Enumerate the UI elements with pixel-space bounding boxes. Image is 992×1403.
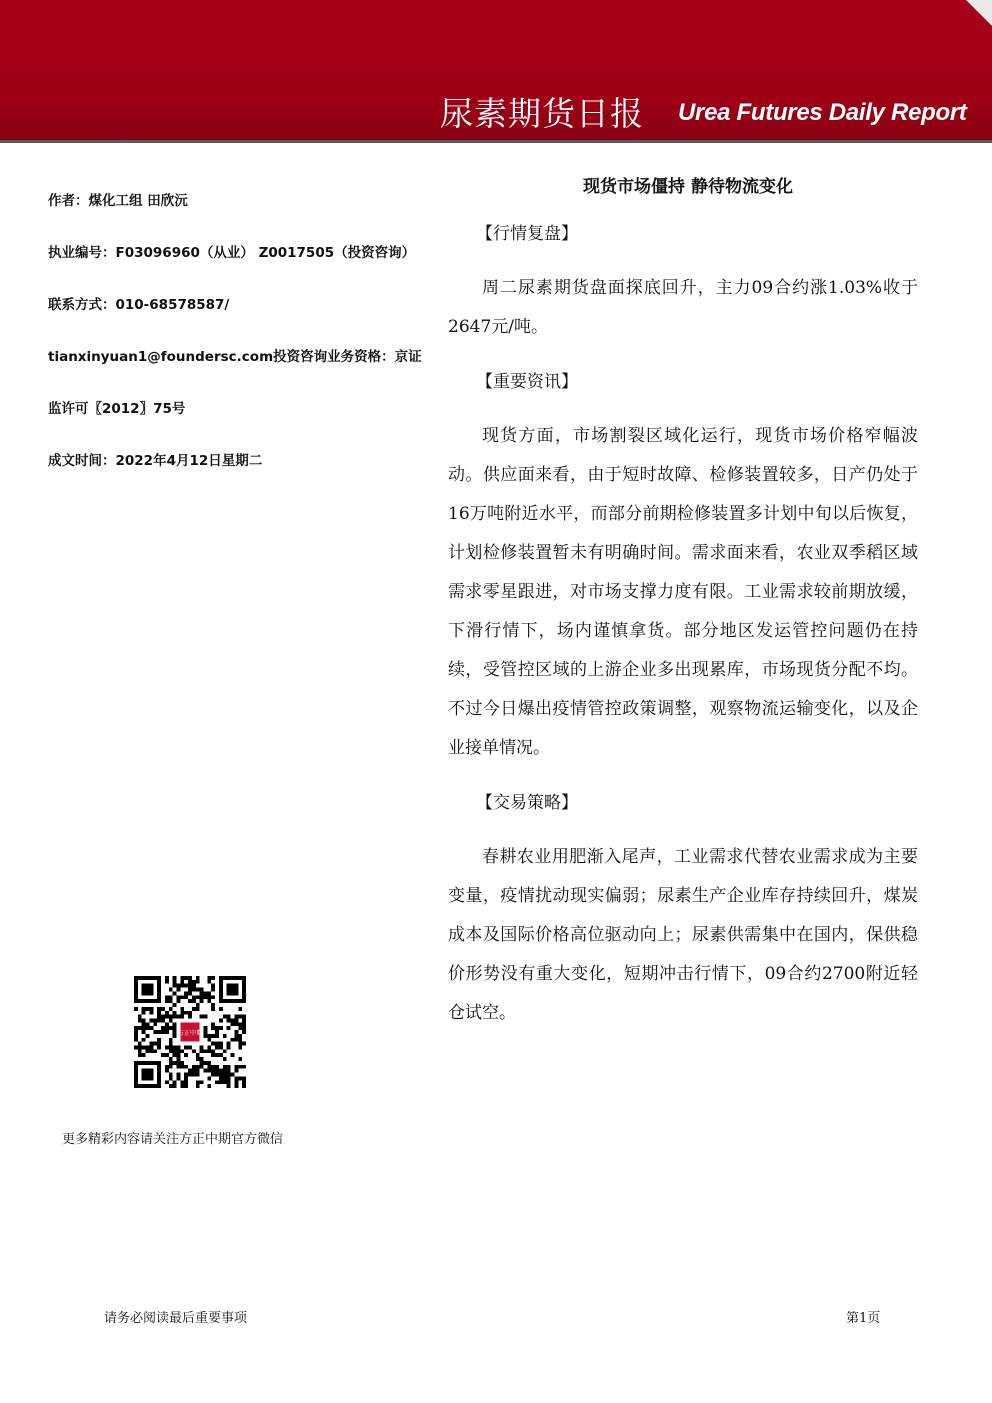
page-fold-corner [966,0,992,26]
news-paragraph: 现货方面，市场割裂区域化运行，现货市场价格窄幅波动。供应面来看，由于短时故障、检修装置较多，日产仍处于16万吨附近水平，而部分前期检修装置多计划中旬以后恢复，计划检修装置暂未有明确时间。需求面来看，农业双季稻区域需求零星跟进，对市场支撑力度有限。工业需求较前期放缓，下滑行情下，场内谨慎拿货。部分地区发运管控问题仍在持续，受管控区域的上游企业多出现累库，市场现货分配不均。不过今日爆出疫情管控政策调整，观察物流运输变化，以及企业接单情况。 [448,426,918,758]
contact-line: 联系方式：010-68578587/ [48,297,230,313]
report-title-en: Urea Futures Daily Report [678,99,967,126]
email-qualification-line: tianxinyuan1@foundersc.com投资咨询业务资格：京证 [48,349,422,365]
article-body [448,172,918,1053]
report-header-banner [0,0,992,140]
author-line: 作者：煤化工组 田欣沅 [48,193,188,209]
section-heading-news: 【重要资讯】 [476,372,578,392]
header-divider [0,140,992,143]
footer-disclaimer: 请务必阅读最后重要事项 [104,1311,248,1326]
section-heading-market-review: 【行情复盘】 [476,224,578,244]
report-title-cn: 尿素期货日报 [440,94,644,133]
article-headline: 现货市场僵持 静待物流变化 [583,177,793,197]
strategy-paragraph: 春耕农业用肥渐入尾声，工业需求代替农业需求成为主要变量，疫情扰动现实偏弱；尿素生产企业库存持续回升，煤炭成本及国际价格高位驱动向上；尿素供需集中在国内，保供稳价形势没有重大变化，短期冲击行情下，09合约2700附近轻仓试空。 [448,847,918,1023]
date-line: 成文时间：2022年4月12日星期二 [48,453,263,469]
market-review-paragraph: 周二尿素期货盘面探底回升，主力09合约涨1.03%收于2647元/吨。 [448,278,918,337]
section-heading-strategy: 【交易策略】 [476,793,578,813]
license-line: 执业编号：F03096960（从业） Z0017505（投资咨询） [48,245,416,261]
wechat-qr-code [134,976,246,1088]
page-number: 第1页 [846,1311,881,1326]
qr-caption: 更多精彩内容请关注方正中期官方微信 [62,1132,284,1147]
author-info-panel [48,186,420,498]
permit-line: 监许可〖2012〗75号 [48,401,186,417]
qr-logo-text: 方正中期 [177,1030,203,1038]
